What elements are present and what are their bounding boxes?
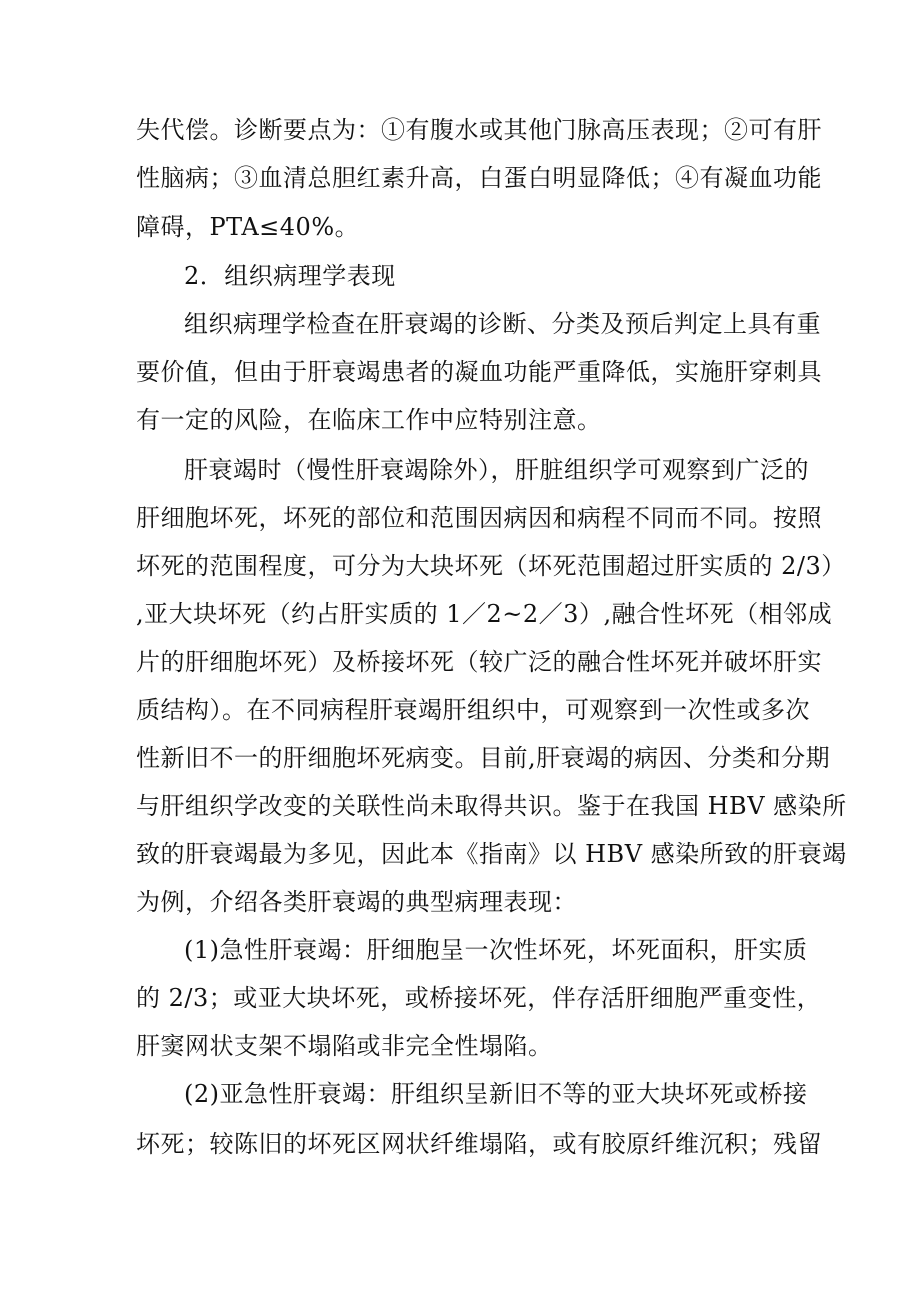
text-line: 组织病理学检查在肝衰竭的诊断、分类及预后判定上具有重: [184, 310, 821, 338]
text-line: 障碍，PTA≤40%。: [136, 213, 360, 241]
text-line: 坏死的范围程度，可分为大块坏死（坏死范围超过肝实质的 2/3）: [136, 552, 846, 580]
text-line: 与肝组织学改变的关联性尚未取得共识。鉴于在我国 HBV 感染所: [136, 792, 847, 820]
section-heading: 2．组织病理学表现: [184, 262, 396, 290]
text-line: 肝细胞坏死，坏死的部位和范围因病因和病程不同而不同。按照: [136, 504, 822, 532]
text-line: 失代偿。诊断要点为：①有腹水或其他门脉高压表现；②可有肝: [136, 116, 822, 144]
text-line: ,亚大块坏死（约占肝实质的 1／2~2／3）,融合性坏死（相邻成: [136, 600, 833, 628]
text-line: 为例，介绍各类肝衰竭的典型病理表现：: [136, 888, 577, 916]
text-line: 质结构）。在不同病程肝衰竭肝组织中，可观察到一次性或多次: [136, 696, 810, 724]
list-item: (1)急性肝衰竭：肝细胞呈一次性坏死，坏死面积，肝实质: [184, 936, 808, 964]
text-line: 有一定的风险，在临床工作中应特别注意。: [136, 406, 602, 434]
text-line: 致的肝衰竭最为多见，因此本《指南》以 HBV 感染所致的肝衰竭: [136, 840, 847, 868]
text-line: 要价值，但由于肝衰竭患者的凝血功能严重降低，实施肝穿刺具: [136, 358, 822, 386]
text-line: 的 2/3；或亚大块坏死，或桥接坏死，伴存活肝细胞严重变性，: [136, 984, 822, 1012]
text-line: 肝衰竭时（慢性肝衰竭除外），肝脏组织学可观察到广泛的: [184, 456, 809, 484]
text-line: 片的肝细胞坏死）及桥接坏死（较广泛的融合性坏死并破坏肝实: [136, 648, 822, 676]
text-line: 性脑病；③血清总胆红素升高，白蛋白明显降低；④有凝血功能: [136, 164, 822, 192]
list-item: (2)亚急性肝衰竭：肝组织呈新旧不等的亚大块坏死或桥接: [184, 1080, 808, 1108]
text-line: 性新旧不一的肝细胞坏死病变。目前,肝衰竭的病因、分类和分期: [136, 744, 831, 772]
text-line: 坏死；较陈旧的坏死区网状纤维塌陷，或有胶原纤维沉积；残留: [136, 1130, 822, 1158]
text-line: 肝窦网状支架不塌陷或非完全性塌陷。: [136, 1032, 553, 1060]
